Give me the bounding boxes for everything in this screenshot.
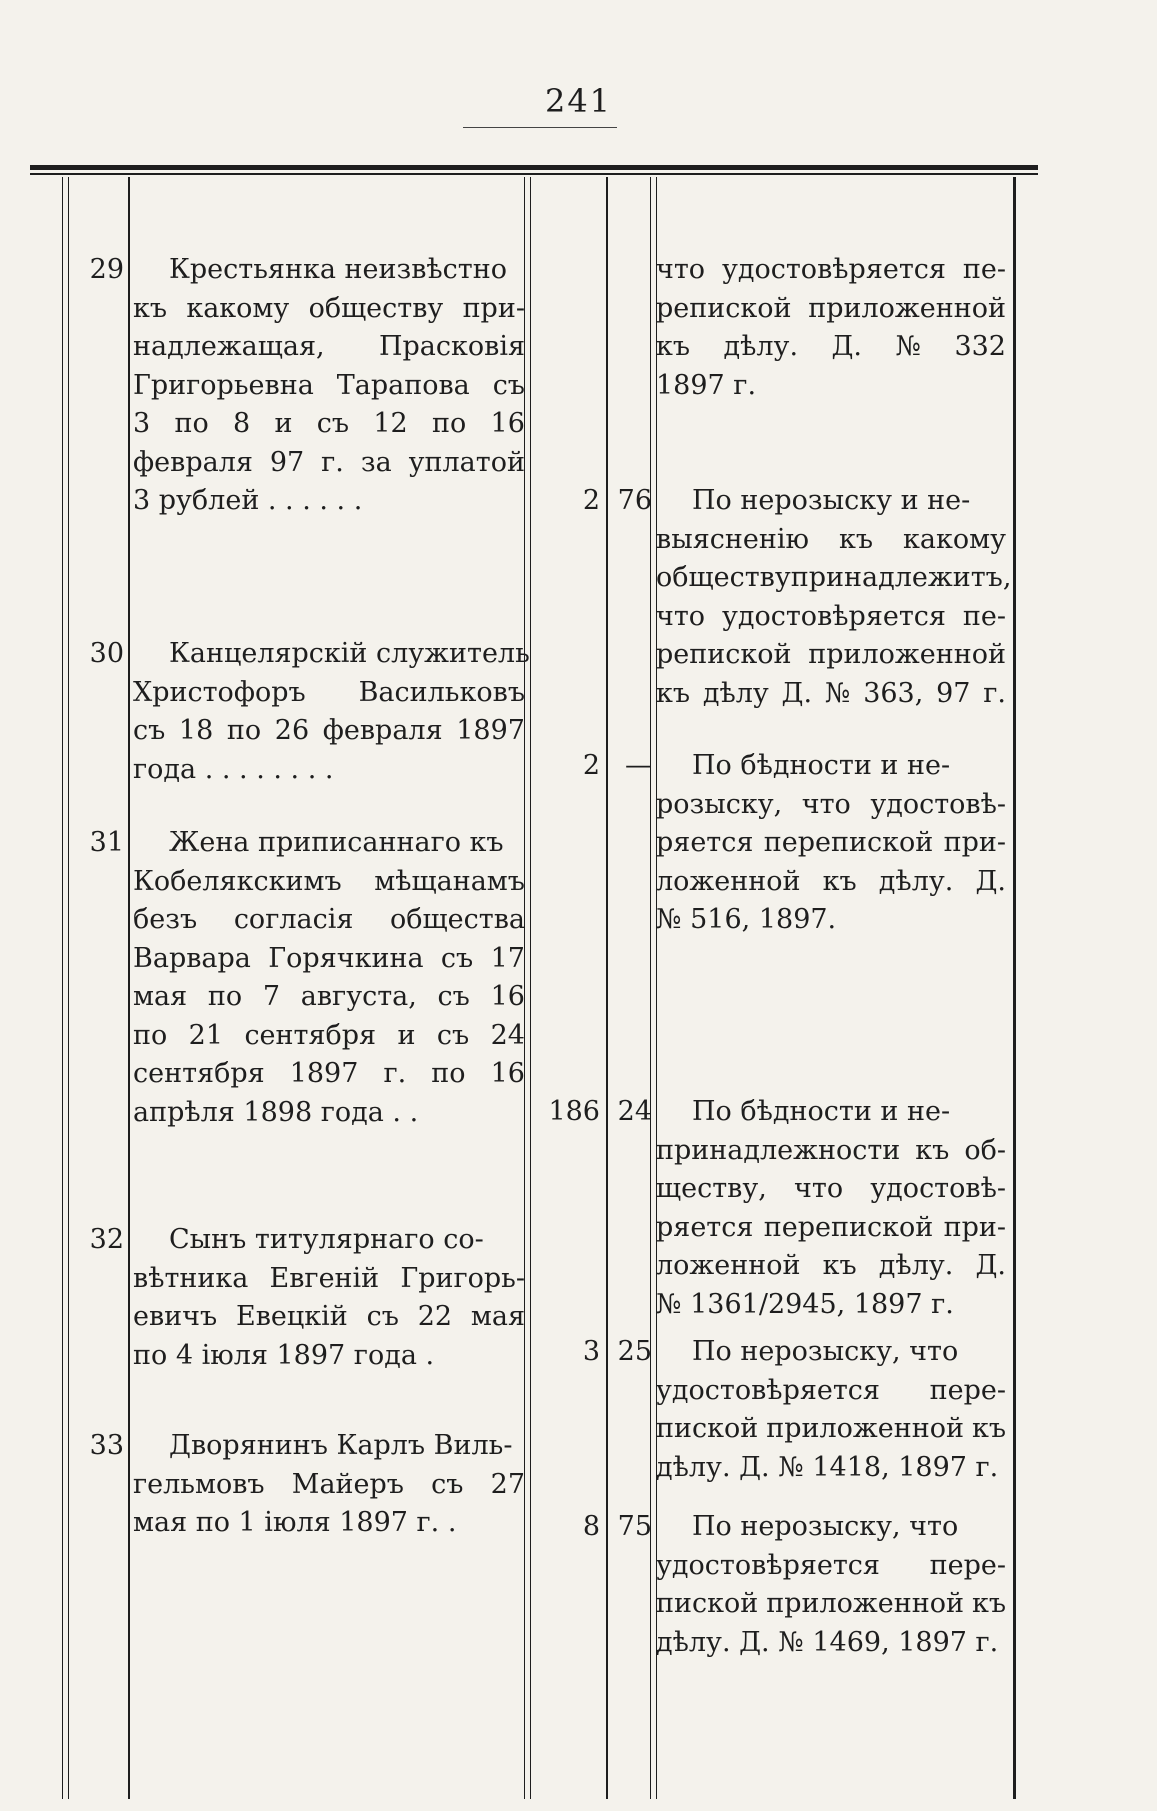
entry-note: По нерозыску, что удостовѣряется пере- пиской приложенной къ дѣлу. Д. № 1469, 1897 г.	[656, 1511, 1006, 1658]
entry-number: 29	[89, 254, 124, 285]
column-rule-description	[524, 177, 531, 1799]
entry-number: 33	[89, 1430, 124, 1461]
entry-note: По бѣдности и не- принадлежности къ об- ществу, что удостовѣ- ряется перепиской при- ложенной къ дѣлу. Д. № 1361/2945, 1897 г.	[656, 1096, 1006, 1320]
entry-description: Жена приписаннаго къ Кобелякскимъ мѣщанамъ безъ согласія общества Варвара Горячкина съ 17 мая по 7 августа, съ 16 по 21 сентября и съ 24 сентября 1897 г. по 16 апрѣля 1898 года . .	[133, 827, 525, 1128]
amount-kopecks: 25	[617, 1336, 652, 1367]
amount-kopecks: —	[625, 750, 652, 781]
column-rule-left	[62, 177, 69, 1799]
entry-description: Дворянинъ Карлъ Виль- гельмовъ Майеръ съ 27 мая по 1 іюля 1897 г. .	[133, 1430, 525, 1538]
entry-description: Канцелярскій служитель Христофоръ Васильковъ съ 18 по 26 февраля 1897 года . . . . . . . .	[133, 638, 530, 785]
column-rule-right	[1013, 177, 1016, 1799]
entry-note: По нерозыску и не- выясненію къ какому обществу принадлежитъ, что удостовѣряется пе- репиской приложенной къ дѣлу Д. № 363, 97 г.	[656, 485, 1012, 709]
page-number-rule	[463, 127, 617, 128]
entry-note: По бѣдности и не- розыску, что удостовѣ- ряется перепиской при- ложенной къ дѣлу. Д. № 516, 1897.	[656, 750, 1006, 935]
column-rule-rubles	[606, 177, 608, 1799]
entry-note: По нерозыску, что удостовѣряется пере- пиской приложенной къ дѣлу. Д. № 1418, 1897 г.	[656, 1336, 1006, 1483]
amount-rubles: 8	[582, 1511, 600, 1542]
page-number: 241	[544, 82, 613, 120]
column-rule-number	[128, 177, 130, 1799]
entry-number: 32	[89, 1224, 124, 1255]
amount-rubles: 2	[582, 750, 600, 781]
entry-description: Сынъ титулярнаго со- вѣтника Евгеній Григорь- евичъ Евецкій съ 22 мая по 4 іюля 1897 года .	[133, 1224, 525, 1371]
amount-rubles: 3	[582, 1336, 600, 1367]
amount-rubles: 2	[582, 485, 600, 516]
amount-rubles: 186	[548, 1096, 600, 1127]
table-top-rule	[30, 165, 1038, 177]
entry-number: 31	[89, 827, 124, 858]
amount-kopecks: 75	[617, 1511, 652, 1542]
entry-description: Крестьянка неизвѣстно къ какому обществу при- надлежащая, Прасковія Григорьевна Тарапова съ 3 по 8 и съ 12 по 16 февраля 97 г. за уплатой 3 рублей . . . . . .	[133, 254, 525, 516]
amount-kopecks: 24	[617, 1096, 652, 1127]
amount-kopecks: 76	[617, 485, 652, 516]
entry-number: 30	[89, 638, 124, 669]
entry-note: что удостовѣряется пе- репиской приложенной къ дѣлу. Д. № 332 1897 г.	[656, 254, 1006, 401]
